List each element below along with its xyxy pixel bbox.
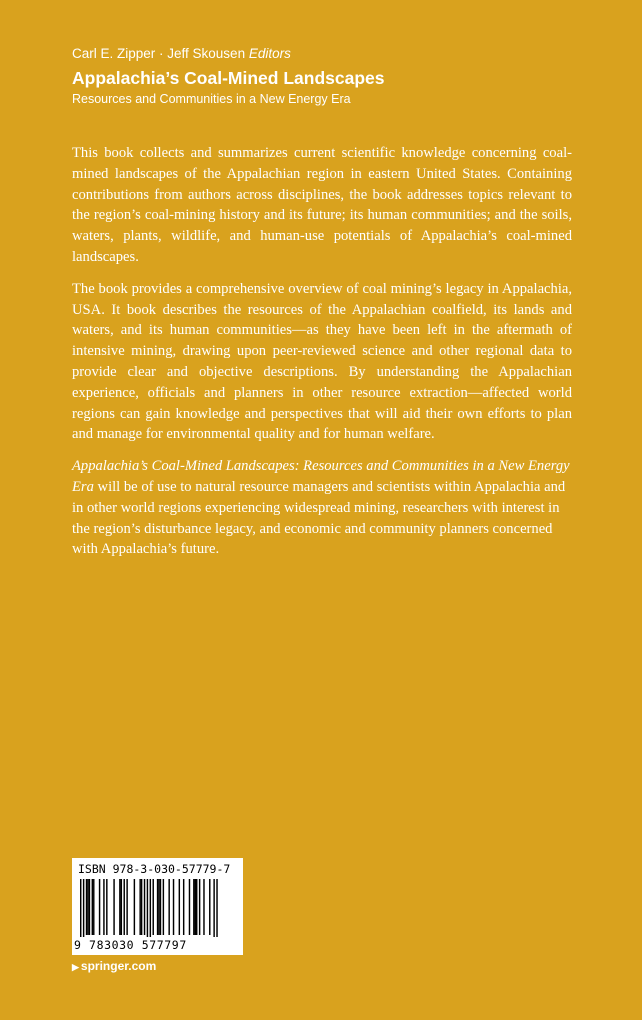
barcode-bar [183, 879, 184, 935]
barcode-bar [87, 879, 88, 935]
barcode-bar [103, 879, 104, 935]
barcode-bar [209, 879, 210, 935]
blurb-book-title-italic: Appalachia’s Coal-Mined Landscapes: Resources and Communities in a New Energy Era [72, 458, 570, 495]
barcode-bar [93, 879, 94, 935]
arrow-right-icon: ▶ [72, 962, 79, 972]
barcode-bar [139, 879, 140, 935]
editors-names: Carl E. Zipper · Jeff Skousen [72, 46, 246, 61]
blurb-paragraph-1: This book collects and summarizes current scientific knowledge concerning coal-mined landscapes of the Appalachian region in eastern United States. Containing contributions from authors across disciplines, the book addresses topics relevant to the region’s coal-mining history and its future; its human communities; and the soils, waters, plants, wildlife, and human-use potentials of Appalachia’s coal-mined landscapes. [72, 145, 572, 265]
book-title: Appalachia’s Coal-Mined Landscapes [72, 68, 385, 88]
blurb-paragraph-3 [72, 456, 572, 560]
barcode-bar [144, 879, 145, 935]
barcode-bar [80, 879, 81, 937]
cover-header [72, 45, 385, 108]
publisher-link-text: springer.com [80, 959, 157, 973]
barcode-bar [179, 879, 180, 935]
barcode-bar [158, 879, 159, 935]
barcode-bar [160, 879, 161, 935]
barcode-bar [126, 879, 127, 935]
barcode-bar [147, 879, 148, 937]
barcode-bar [121, 879, 122, 935]
barcode-bar [106, 879, 107, 935]
barcode-bar [213, 879, 214, 937]
barcode-bar [195, 879, 196, 935]
barcode-bar [153, 879, 154, 935]
blurb-paragraph-2: The book provides a comprehensive overview of coal mining’s legacy in Appalachia, USA. It book describes the resources of the Appalachian coalfield, its lands and waters, and its human communities—as they have been left in the aftermath of intensive mining, drawing upon peer-reviewed science and other regional data to provide clear and objective descriptions. By understanding the Appalachian experience, officials and planners in other resource extraction—affected world regions can gain knowledge and perspectives that will aid their own efforts to plan and manage for environmental quality and for human welfare. [72, 280, 572, 443]
editors-line [72, 45, 385, 63]
barcode-bar [86, 879, 87, 935]
barcode-bar [134, 879, 135, 935]
barcode-bar [199, 879, 200, 935]
barcode-bar [163, 879, 164, 935]
isbn-barcode [72, 858, 243, 955]
barcode-bar [83, 879, 84, 937]
barcode-digits: 9 783030 577797 [74, 938, 187, 952]
barcode-bar [92, 879, 93, 935]
barcode-bar [193, 879, 194, 935]
barcode-bar [150, 879, 151, 937]
barcode-bar [141, 879, 142, 935]
barcode-bar [124, 879, 125, 935]
barcode-bar [189, 879, 190, 935]
barcode-bar [89, 879, 90, 935]
publisher-link[interactable] [72, 959, 156, 973]
barcode-bar [99, 879, 100, 935]
barcode-bar [113, 879, 114, 935]
barcode-bars [80, 879, 236, 937]
editors-role: Editors [248, 46, 291, 61]
barcode-bar [203, 879, 204, 935]
book-subtitle: Resources and Communities in a New Energy Era [72, 92, 351, 106]
blurb [72, 143, 572, 571]
barcode-bar [216, 879, 217, 937]
barcode-bar [196, 879, 197, 935]
barcode-bar [173, 879, 174, 935]
barcode-bar [157, 879, 158, 935]
barcode-bar [168, 879, 169, 935]
isbn-label: ISBN 978-3-030-57779-7 [78, 862, 231, 876]
blurb-paragraph-3-text: will be of use to natural resource managers and scientists within Appalachia and in other world regions experiencing widespread mining, researchers with interest in the region’s disturbance legacy, and economic and community planners concerned with Appalachia’s future. [72, 478, 566, 558]
barcode-bar [119, 879, 120, 935]
